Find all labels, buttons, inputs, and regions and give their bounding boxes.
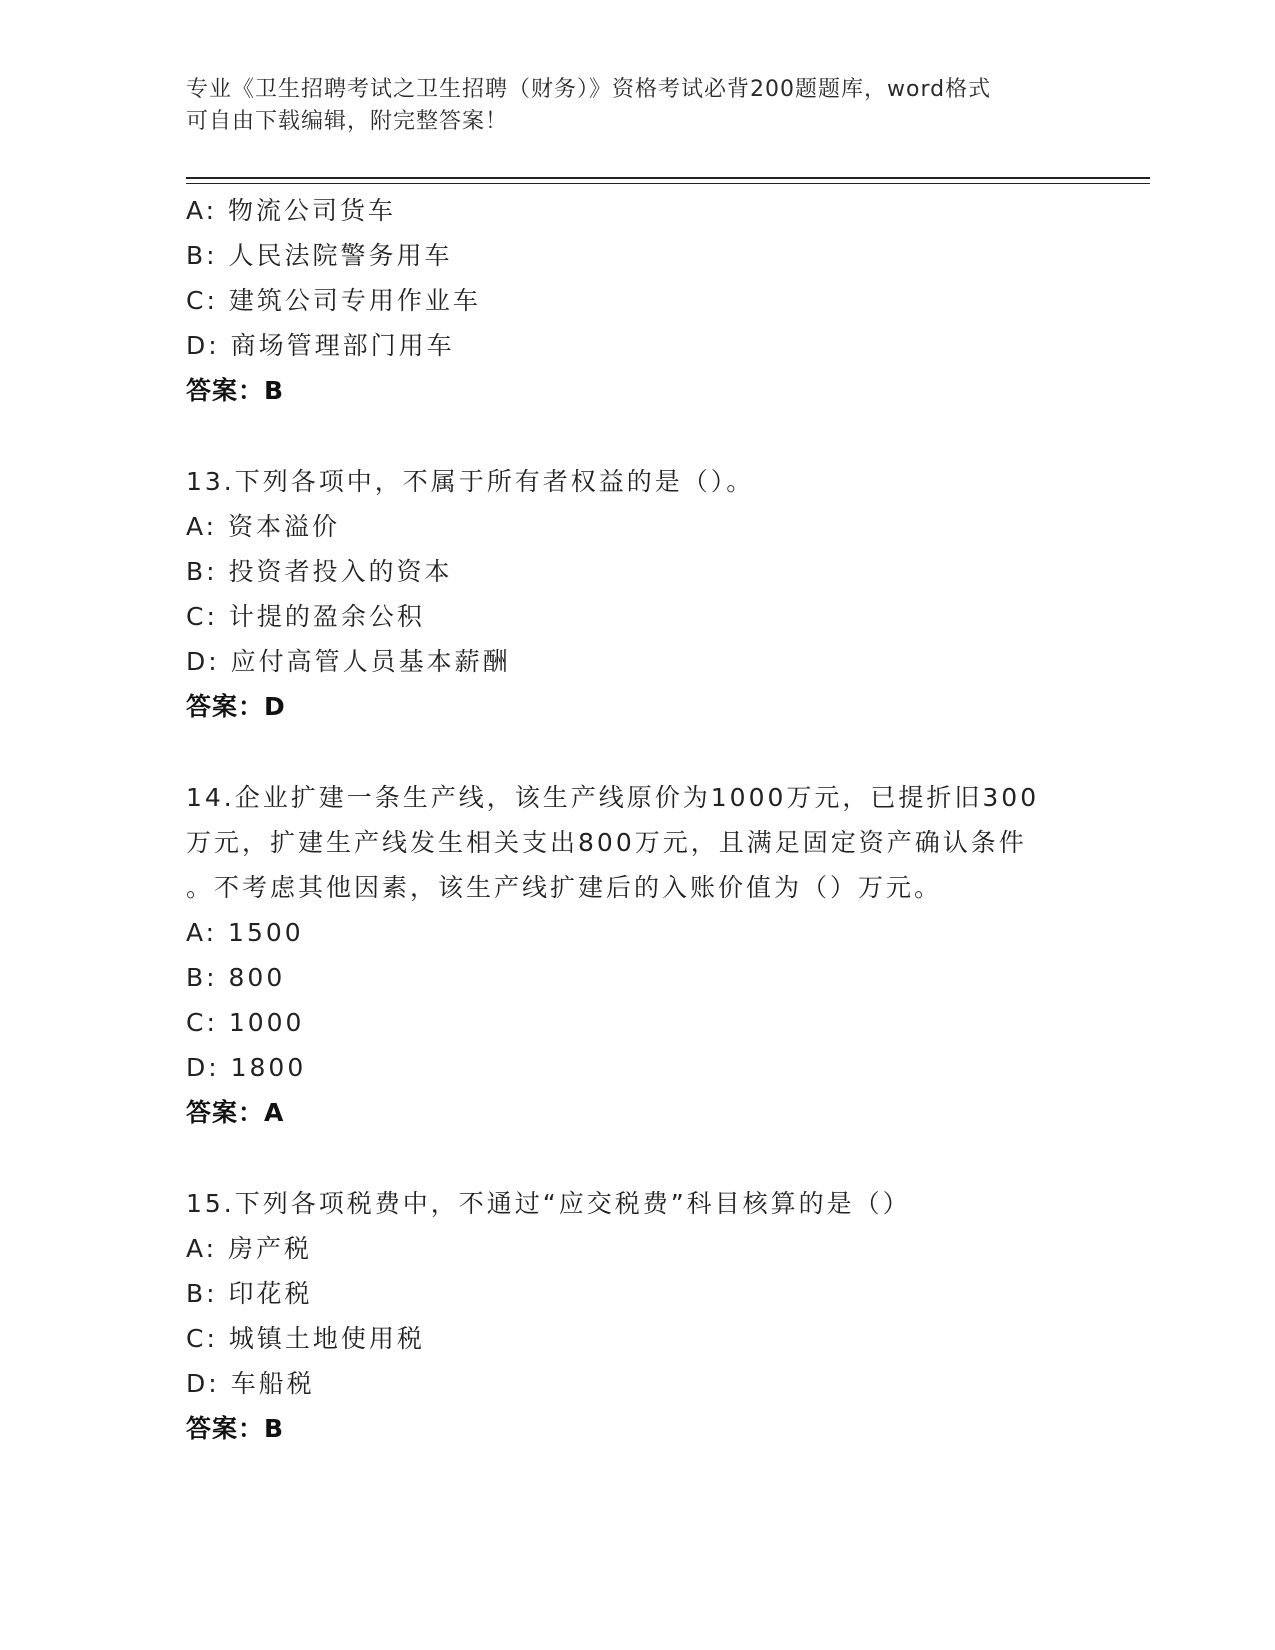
option-d: D: 车船税 [186,1369,315,1398]
answer-label: 答案：D [186,692,286,721]
option-d: D: 商场管理部门用车 [186,331,455,360]
option-c: C: 城镇土地使用税 [186,1324,425,1353]
option-a: A: 物流公司货车 [186,196,397,225]
option-a: A: 1500 [186,918,304,947]
option-a: A: 房产税 [186,1234,313,1263]
question-list [186,188,1086,1497]
option-d: D: 1800 [186,1053,307,1082]
option-c: C: 1000 [186,1008,305,1037]
answer-label: 答案：A [186,1098,285,1127]
option-b: B: 800 [186,963,286,992]
option-b: B: 人民法院警务用车 [186,241,453,270]
document-header [186,74,1066,138]
option-d: D: 应付高管人员基本薪酬 [186,647,511,676]
header-title-line-1: 专业《卫生招聘考试之卫生招聘（财务）》资格考试必背200题题库，word格式 [186,77,992,102]
option-c: C: 计提的盈余公积 [186,602,425,631]
option-a: A: 资本溢价 [186,512,341,541]
answer-label: 答案：B [186,376,285,405]
question-text-line-1: 14.企业扩建一条生产线，该生产线原价为1000万元，已提折旧300 [186,783,1040,812]
option-b: B: 印花税 [186,1279,313,1308]
question-text-line-2: 万元，扩建生产线发生相关支出800万元，且满足固定资产确认条件 [186,828,1027,857]
option-b: B: 投资者投入的资本 [186,557,453,586]
header-divider-thin [186,183,1150,184]
option-c: C: 建筑公司专用作业车 [186,286,481,315]
question-block-13 [186,459,1086,729]
question-block-14 [186,775,1086,1135]
question-text: 13.下列各项中，不属于所有者权益的是（）。 [186,467,755,496]
question-text-line-3: 。不考虑其他因素，该生产线扩建后的入账价值为（）万元。 [186,873,943,902]
header-divider-thick [186,177,1150,179]
header-title-line-2: 可自由下载编辑，附完整答案！ [186,109,509,134]
answer-label: 答案：B [186,1414,285,1443]
question-text: 15.下列各项税费中，不通过“应交税费”科目核算的是（） [186,1189,911,1218]
question-block-15 [186,1181,1086,1451]
question-block-12 [186,188,1086,413]
